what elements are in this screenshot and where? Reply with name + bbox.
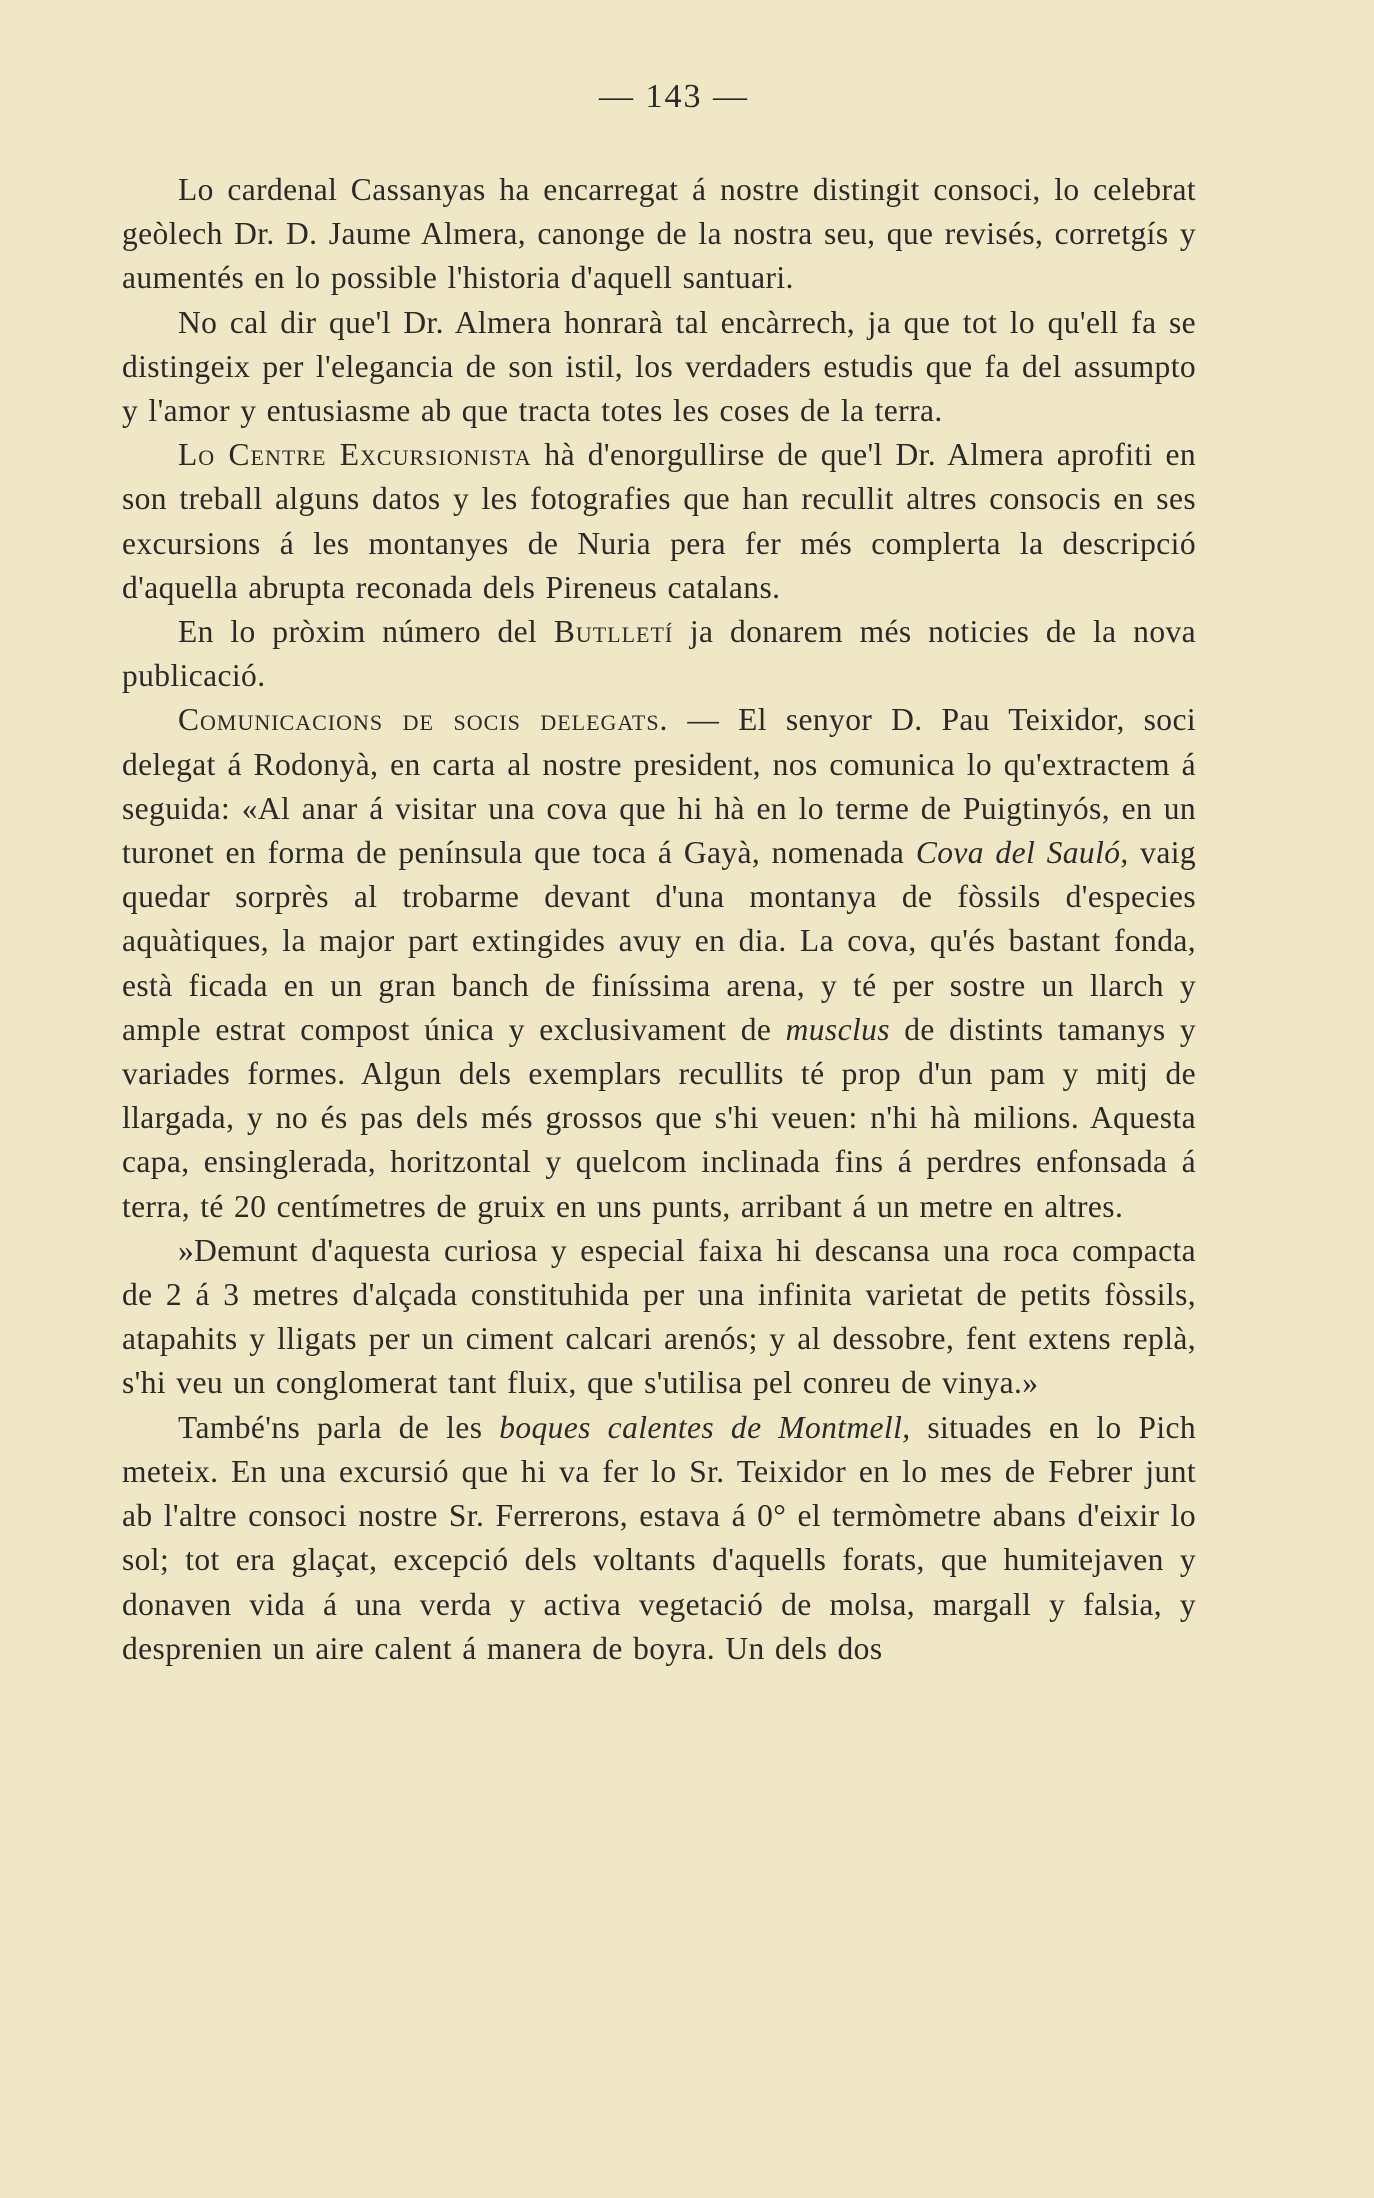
paragraph-6: »Demunt d'aquesta curiosa y especial faixa hi descansa una roca compacta de 2 á 3 metres d'alçada constituhida per una infinita varietat de petits fòssils, atapahits y lligats per un ciment calcari arenós; y al dessobre, fent extens replà, s'hi veu un conglomerat tant fluix, que s'utilisa pel conreu de vinya.» [122, 1232, 1196, 1401]
italic-species: musclus [785, 1011, 890, 1047]
small-caps-bulletin: Butlletí [553, 614, 674, 650]
small-caps-heading: Lo Centre Excursionista [178, 437, 532, 473]
small-caps-section-heading: Comunicacions de socis delegats. [178, 702, 669, 738]
paragraph-4-text: ja donarem més noticies de la nova publicació. [122, 614, 1196, 694]
paragraph-5 [122, 698, 1196, 1228]
page-number: — 143 — [599, 78, 749, 115]
paragraph-5-text-3: de distints tamanys y variades formes. Algun dels exemplars recullits té prop d'un pam y mitj de llargada, y no és pas dels més grossos que s'hi veuen: n'hi hà milions. Aquesta capa, ensinglerada, horitzontal y quelcom inclinada fins á perdres enfonsada á terra, té 20 centímetres de gruix en uns punts, arribant á un metre en altres. [122, 1011, 1196, 1224]
paragraph-5-text-1: — El senyor D. Pau Teixidor, soci delegat á Rodonyà, en carta al nostre president, nos comunica lo qu'extractem á seguida: «Al anar á visitar una cova que hi hà en lo terme de Puigtinyós, en un turonet en forma de península que toca á Gayà, nomenada [122, 702, 1196, 871]
paragraph-4 [122, 610, 1196, 698]
paragraph-3-text: hà d'enorgullirse de que'l Dr. Almera aprofiti en son treball alguns datos y les fotografies que han recullit altres consocis en ses excursions á les montanyes de Nuria pera fer més complerta la descripció d'aquella abrupta reconada dels Pireneus catalans. [122, 437, 1196, 605]
paragraph-7 [122, 1406, 1196, 1671]
italic-place-name: boques calentes de Montmell, [499, 1409, 911, 1445]
paragraph-3 [122, 433, 1196, 610]
paragraph-2: No cal dir que'l Dr. Almera honrarà tal encàrrech, ja que tot lo qu'ell fa se distingeix per l'elegancia de son istil, los verdaders estudis que fa del assumpto y l'amor y entusiasme ab que tracta totes les coses de la terra. [122, 304, 1196, 429]
paragraph-1: Lo cardenal Cassanyas ha encarregat á nostre distingit consoci, lo celebrat geòlech Dr. D. Jaume Almera, canonge de la nostra seu, que revisés, corretgís y aumentés en lo possible l'historia d'aquell santuari. [122, 172, 1196, 296]
italic-cave-name: Cova del Sauló, [915, 835, 1129, 871]
body-text [122, 168, 1196, 1671]
paragraph-5-text-2: vaig quedar sorprès al trobarme devant d'una montanya de fòssils d'especies aquàtiques, la major part extingides avuy en dia. La cova, qu'és bastant fonda, està ficada en un gran banch de finíssima arena, y té per sostre un llarch y ample estrat compost única y exclusivament de [122, 835, 1196, 1047]
paragraph-7-text: situades en lo Pich meteix. En una excursió que hi va fer lo Sr. Teixidor en lo mes de Febrer junt ab l'altre consoci nostre Sr. Ferrerons, estava á 0° el termòmetre abans d'eixir lo sol; tot era glaçat, excepció dels voltants d'aquells forats, que humitejaven y donaven vida á una verda y activa vegetació de molsa, margall y falsia, y desprenien un aire calent á manera de boyra. Un dels dos [122, 1409, 1197, 1666]
paragraph-4-lead: En lo pròxim número del [178, 614, 554, 650]
paragraph-7-lead: També'ns parla de les [178, 1409, 500, 1445]
